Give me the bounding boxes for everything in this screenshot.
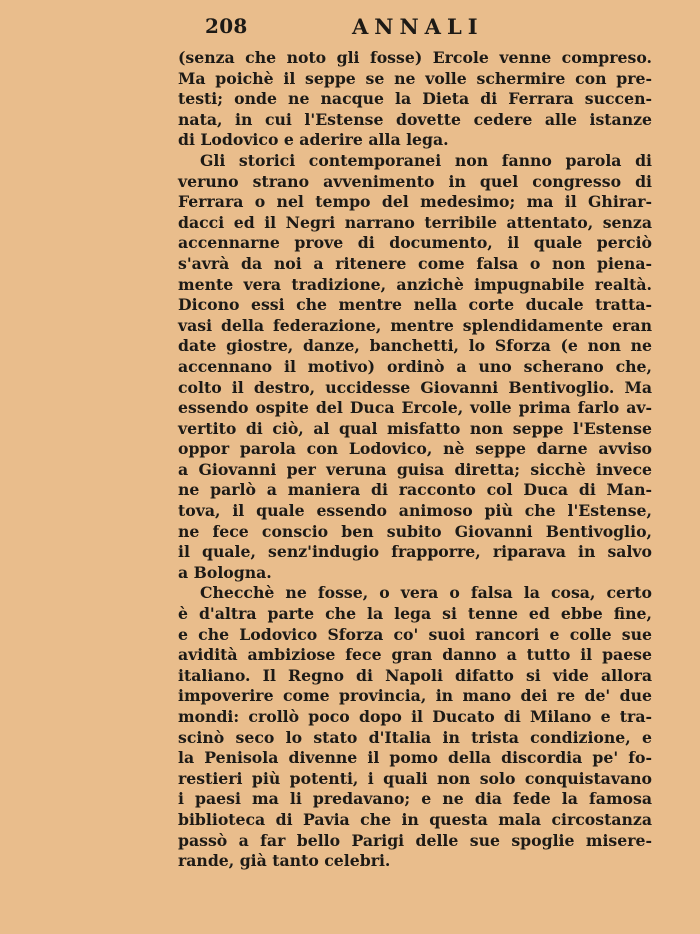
text-line: e che Lodovico Sforza co' suoi rancori e colle sue (178, 624, 652, 644)
text-line: di Lodovico e aderire alla lega. (178, 130, 449, 150)
text-line: colto il destro, uccidesse Giovanni Bentivoglio. Ma (178, 377, 652, 397)
text-line: testi; onde ne nacque la Dieta di Ferrara succen- (178, 89, 652, 109)
page-number: 208 (205, 14, 248, 38)
text-line: Ma poichè il seppe se ne volle schermire con pre- (178, 68, 652, 88)
text-line: biblioteca di Pavia che in questa mala circostanza (178, 809, 652, 829)
text-line: Checchè ne fosse, o vera o falsa la cosa, certo (200, 583, 652, 603)
text-line: accennano il motivo) ordinò a uno scherano che, (178, 356, 652, 376)
text-line: italiano. Il Regno di Napoli difatto si vide allora (178, 665, 652, 685)
text-line: mondi: crollò poco dopo il Ducato di Milano e tra- (178, 707, 652, 726)
paragraph (178, 48, 652, 151)
text-line: è d'altra parte che la lega si tenne ed ebbe fine, (178, 604, 652, 624)
text-line: oppor parola con Lodovico, nè seppe darne avviso (178, 439, 652, 459)
paragraph (178, 583, 652, 871)
text-line: date giostre, danze, banchetti, lo Sforza (e non ne (178, 336, 652, 356)
text-line: dacci ed il Negri narrano terribile attentato, senza (178, 212, 652, 232)
text-line: impoverire come provincia, in mano dei re de' due (178, 686, 652, 706)
running-title: ANNALI (352, 14, 484, 39)
text-line: Ferrara o nel tempo del medesimo; ma il Ghirar- (178, 192, 652, 212)
text-line: s'avrà da noi a ritenere come falsa o non piena- (178, 253, 652, 273)
text-line: accennarne prove di documento, il quale perciò (178, 233, 652, 253)
text-line: i paesi ma li predavano; e ne dia fede la famosa (178, 789, 652, 809)
text-line: Dicono essi che mentre nella corte ducale tratta- (178, 295, 652, 315)
text-line: la Penisola divenne il pomo della discordia pe' fo- (178, 748, 652, 768)
text-line: avidità ambiziose fece gran danno a tutto il paese (178, 645, 652, 665)
text-line: vertito di ciò, al qual misfatto non seppe l'Estense (178, 418, 652, 438)
text-line: vasi della federazione, mentre splendidamente eran (178, 315, 652, 335)
text-line: il quale, senz'indugio frapporre, riparava in salvo (178, 542, 652, 562)
text-line: a Giovanni per veruna guisa diretta; sicchè invece (178, 459, 652, 479)
text-line: ne parlò a maniera di racconto col Duca di Man- (178, 480, 652, 500)
text-line: tova, il quale essendo animoso più che l'Estense, (178, 501, 652, 521)
text-line: essendo ospite del Duca Ercole, volle prima farlo av- (178, 398, 652, 418)
running-head (178, 12, 658, 40)
text-line: ne fece conscio ben subito Giovanni Bentivoglio, (178, 521, 652, 541)
body-text (178, 48, 652, 872)
text-line: a Bologna. (178, 562, 272, 582)
text-line: Gli storici contemporanei non fanno parola di (200, 150, 652, 170)
paragraph (178, 151, 652, 583)
text-line: scinò seco lo stato d'Italia in trista condizione, e (178, 727, 652, 747)
text-line: restieri più potenti, i quali non solo conquistavano (178, 768, 652, 788)
text-line: mente vera tradizione, anzichè impugnabile realtà. (178, 274, 652, 294)
text-line: rande, già tanto celebri. (178, 851, 391, 871)
text-line: (senza che noto gli fosse) Ercole venne compreso. (178, 48, 652, 67)
text-line: nata, in cui l'Estense dovette cedere alle istanze (178, 109, 652, 129)
text-line: veruno strano avvenimento in quel congresso di (178, 171, 652, 191)
text-line: passò a far bello Parigi delle sue spoglie misere- (178, 830, 652, 850)
